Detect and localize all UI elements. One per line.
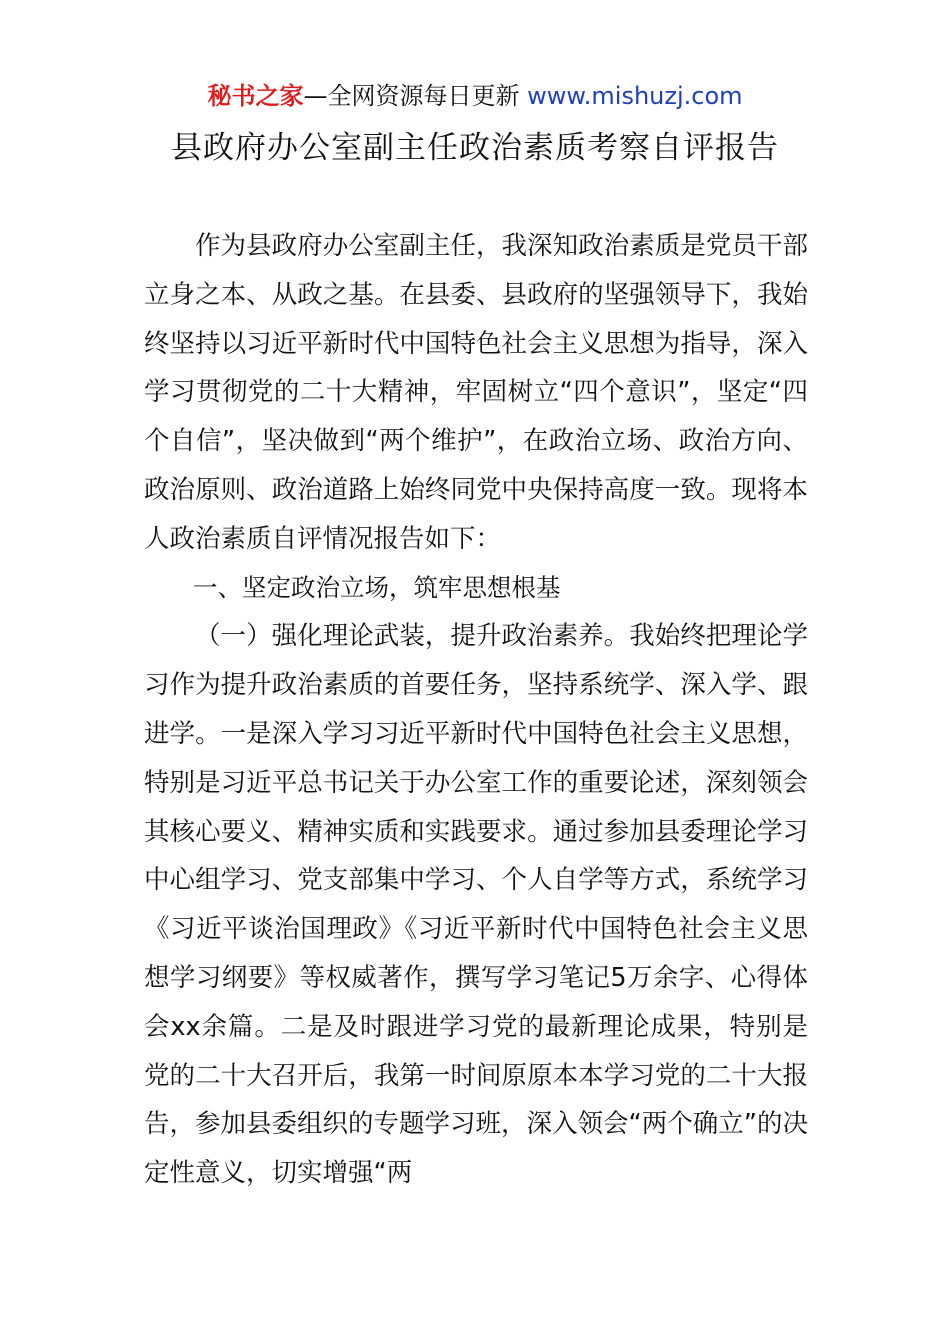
subsection-paragraph: （一）强化理论武装，提升政治素养。我始终把理论学习作为提升政治素质的首要任务，坚持系统学、深入学、跟进学。一是深入学习习近平新时代中国特色社会主义思想，特别是习近平总书记关于办公室工作的重要论述，深刻领会其核心要义、精神实质和实践要求。通过参加县委理论学习中心组学习、党支部集中学习、个人自学等方式，系统学习《习近平谈治国理政》《习近平新时代中国特色社会主义思想学习纲要》等权威著作，撰写学习笔记5万余字、心得体会xx余篇。二是及时跟进学习党的最新理论成果，特别是党的二十大召开后，我第一时间原原本本学习党的二十大报告，参加县委组织的专题学习班，深入领会“两个确立”的决定性意义，切实增强“两 [144, 621, 808, 1189]
intro-paragraph: 作为县政府办公室副主任，我深知政治素质是党员干部立身之本、从政之基。在县委、县政府的坚强领导下，我始终坚持以习近平新时代中国特色社会主义思想为指导，深入学习贯彻党的二十大精神，牢固树立“四个意识”，坚定“四个自信”，坚决做到“两个维护”，在政治立场、政治方向、政治原则、政治道路上始终同党中央保持高度一致。现将本人政治素质自评情况报告如下： [144, 231, 808, 554]
site-header [0, 78, 950, 114]
document-title: 县政府办公室副主任政治素质考察自评报告 [171, 130, 779, 166]
site-tagline: —全网资源每日更新 [303, 82, 520, 110]
site-url-link[interactable]: www.mishuzj.com [527, 82, 743, 110]
document-body [144, 222, 808, 1198]
section-heading: 一、坚定政治立场，筑牢思想根基 [193, 572, 561, 602]
site-brand: 秘书之家 [207, 82, 304, 110]
